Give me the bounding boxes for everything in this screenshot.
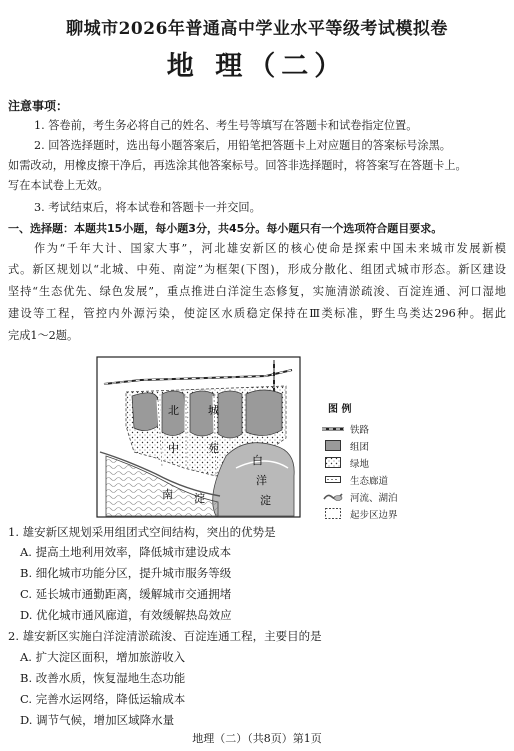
note-item-1: 1. 答卷前，考生务必将自己的姓名、考生号等填写在答题卡和试卷指定位置。 xyxy=(34,119,418,132)
question-1-option-d[interactable]: D. 优化城市通风廊道，有效缓解热岛效应 xyxy=(20,608,232,622)
label-bei: 北 xyxy=(168,404,179,417)
label-bai: 白 xyxy=(252,454,263,467)
section-heading: 一、选择题：本题共15小题，每小题3分，共45分。每小题只有一个选项符合题目要求。 xyxy=(8,222,443,235)
question-1-stem: 1. 雄安新区规划采用组团式空间结构，突出的优势是 xyxy=(8,525,276,539)
legend-item-boundary: 起步区边界 xyxy=(322,505,432,522)
exam-title: 聊城市2026年普通高中学业水平等级考试模拟卷 xyxy=(66,19,448,39)
page-footer: 地理（二）（共8页）第1页 xyxy=(192,732,322,745)
legend-item-railway: 铁路 xyxy=(322,420,432,437)
subject-title: 地 理（二） xyxy=(166,51,348,82)
question-2-option-d[interactable]: D. 调节气候，增加区域降水量 xyxy=(20,713,175,727)
intro-line-2: 式。新区规划以“北城、中苑、南淀”为框架(下图)，形成分散化、组团式城市形态。新区建设 xyxy=(8,263,506,276)
note-item-3: 3. 考试结束后，将本试卷和答题卡一并交回。 xyxy=(34,201,261,214)
label-yuan: 苑 xyxy=(208,442,219,455)
question-2-stem: 2. 雄安新区实施白洋淀清淤疏浚、百淀连通工程，主要目的是 xyxy=(8,629,322,643)
legend-item-cluster: 组团 xyxy=(322,437,432,454)
note-item-2-line-3: 写在本试卷上无效。 xyxy=(8,179,109,192)
question-2-option-c[interactable]: C. 完善水运网络，降低运输成本 xyxy=(20,692,186,706)
xiongan-map xyxy=(96,356,301,518)
cluster-1 xyxy=(132,393,158,431)
cluster-4 xyxy=(218,391,242,438)
cluster-5 xyxy=(246,390,282,436)
label-dian: 淀 xyxy=(260,494,271,507)
intro-line-3: 坚持“生态优先、绿色发展”，重点推进白洋淀生态修复，实施清淤疏浚、百淀连通、河口湿地 xyxy=(8,285,506,298)
note-item-2-line-2: 如需改动，用橡皮擦干净后，再选涂其他答案标号。回答非选择题时，将答案写在答题卡上。 xyxy=(8,159,467,172)
river-lake-icon xyxy=(322,491,344,503)
legend-item-river-lake: 河流、湖泊 xyxy=(322,488,432,505)
boundary-icon xyxy=(322,508,344,520)
question-1-option-a[interactable]: A. 提高土地利用效率，降低城市建设成本 xyxy=(20,545,232,559)
label-yang: 洋 xyxy=(256,474,267,487)
legend-item-eco-corridor: 生态廊道 xyxy=(322,471,432,488)
label-dian-south: 淀 xyxy=(194,492,205,505)
label-cheng: 城 xyxy=(208,404,219,417)
greenland-swatch-icon xyxy=(322,457,344,469)
cluster-swatch-icon xyxy=(322,440,344,452)
question-1-option-b[interactable]: B. 细化城市功能分区，提升城市服务等级 xyxy=(20,566,232,580)
intro-line-4: 建设等工程，管控内外源污染，使淀区水质稳定保持在Ⅲ类标准，野生鸟类达296种。据此 xyxy=(8,307,506,320)
notes-heading: 注意事项： xyxy=(8,99,69,113)
question-2-option-a[interactable]: A. 扩大淀区面积，增加旅游收入 xyxy=(20,650,186,664)
label-zhong: 中 xyxy=(168,442,179,455)
legend-item-greenland: 绿地 xyxy=(322,454,432,471)
question-1-option-c[interactable]: C. 延长城市通勤距离，缓解城市交通拥堵 xyxy=(20,587,232,601)
question-2-option-b[interactable]: B. 改善水质，恢复湿地生态功能 xyxy=(20,671,186,685)
railway-icon xyxy=(322,423,344,435)
label-nan: 南 xyxy=(162,488,173,501)
intro-line-5: 完成1～2题。 xyxy=(8,329,79,342)
intro-line-1: 作为“千年大计、国家大事”，河北雄安新区的核心使命是探索中国未来城市发展新模 xyxy=(34,242,506,255)
map-legend xyxy=(322,400,432,522)
note-item-2-line-1: 2. 回答选择题时，选出每小题答案后，用铅笔把答题卡上对应题目的答案标号涂黑。 xyxy=(34,139,451,152)
legend-title: 图 例 xyxy=(328,404,352,415)
eco-corridor-icon xyxy=(322,474,344,486)
